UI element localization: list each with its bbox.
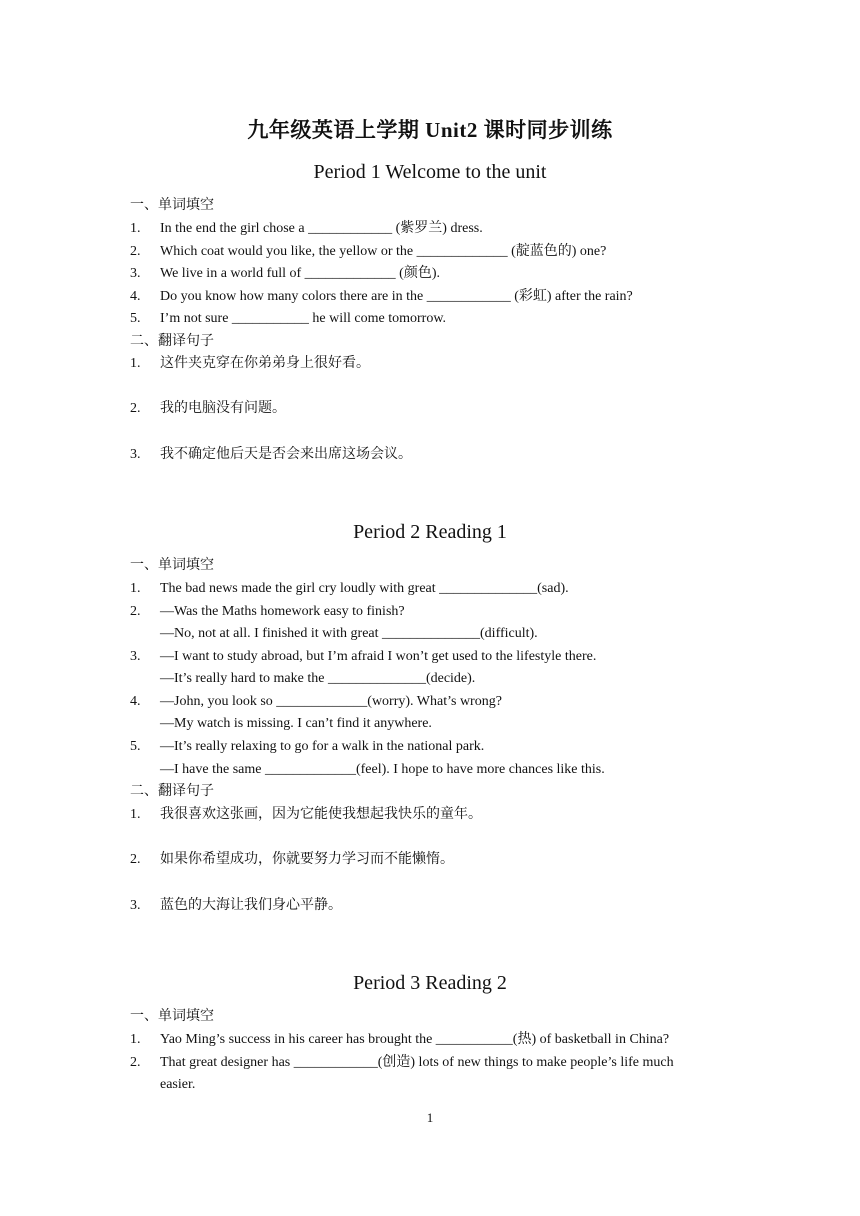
item-number: 3. [130,447,141,462]
item-number: 1. [130,1032,141,1047]
item-number: 4. [130,289,141,304]
question-text: We live in a world full of _____________ (颜色). [160,266,440,281]
question-text: That great designer has ____________(创造) lots of new things to make people’s life much [160,1055,674,1070]
question-text: In the end the girl chose a ____________ (紫罗兰) dress. [160,221,483,236]
translation-prompt: 如果你希望成功，你就要努力学习而不能懒惰。 [160,852,454,867]
translation-prompt: 蓝色的大海让我们身心平静。 [160,898,342,913]
period-1-heading: Period 1 Welcome to the unit [313,161,547,183]
item-number: 5. [130,739,141,754]
translation-prompt: 我的电脑没有问题。 [160,401,286,416]
item-number: 3. [130,649,141,664]
question-text: Do you know how many colors there are in the ____________ (彩虹) after the rain? [160,289,633,304]
question-text: The bad news made the girl cry loudly with great ______________(sad). [160,581,569,596]
item-number: 5. [130,311,141,326]
translation-prompt: 我不确定他后天是否会来出席这场会议。 [160,447,412,462]
period-2-heading: Period 2 Reading 1 [353,521,507,543]
section-label: 二、翻译句子 [130,334,214,349]
item-number: 2. [130,1055,141,1070]
item-number: 1. [130,807,141,822]
question-text: —Was the Maths homework easy to finish? [160,604,405,619]
item-number: 1. [130,221,141,236]
question-text: —It’s really relaxing to go for a walk in the national park. [160,739,485,754]
question-text: —No, not at all. I finished it with great ______________(difficult). [160,626,538,641]
question-text: —I have the same _____________(feel). I hope to have more chances like this. [160,762,605,777]
item-number: 3. [130,898,141,913]
item-number: 3. [130,266,141,281]
translation-prompt: 这件夹克穿在你弟弟身上很好看。 [160,356,370,371]
question-text: —My watch is missing. I can’t find it anywhere. [160,716,432,731]
question-text: Which coat would you like, the yellow or the _____________ (靛蓝色的) one? [160,244,607,259]
section-label: 一、单词填空 [130,198,214,213]
question-text: —I want to study abroad, but I’m afraid I won’t get used to the lifestyle there. [160,649,597,664]
item-number: 2. [130,604,141,619]
item-number: 1. [130,581,141,596]
question-text: easier. [160,1077,196,1092]
question-text: Yao Ming’s success in his career has brought the ___________(热) of basketball in China? [160,1032,670,1047]
question-text: —It’s really hard to make the ______________(decide). [160,671,476,686]
period-3-heading: Period 3 Reading 2 [353,972,507,994]
page-number: 1 [426,1110,434,1125]
item-number: 2. [130,401,141,416]
question-text: —John, you look so _____________(worry). What’s wrong? [160,694,502,709]
item-number: 2. [130,852,141,867]
section-label: 一、单词填空 [130,558,214,573]
translation-prompt: 我很喜欢这张画，因为它能使我想起我快乐的童年。 [160,807,482,822]
section-label: 一、单词填空 [130,1009,214,1024]
item-number: 1. [130,356,141,371]
question-text: I’m not sure ___________ he will come tomorrow. [160,311,447,326]
section-label: 二、翻译句子 [130,784,214,799]
document-title: 九年级英语上学期 Unit2 课时同步训练 [247,118,613,142]
item-number: 2. [130,244,141,259]
item-number: 4. [130,694,141,709]
